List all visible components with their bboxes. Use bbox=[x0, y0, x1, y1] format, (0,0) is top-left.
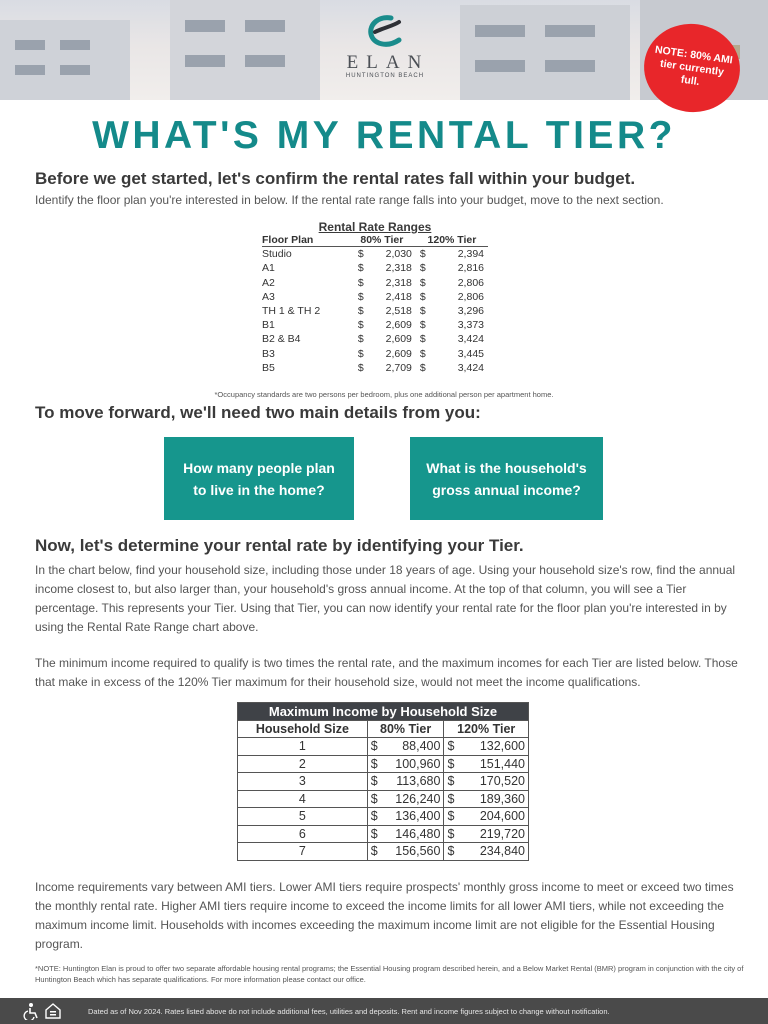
col-household-size: Household Size bbox=[238, 720, 368, 738]
note-badge-text: NOTE: 80% AMI tier currently full. bbox=[654, 43, 734, 88]
currency-symbol: $ bbox=[370, 844, 378, 859]
intro-text: Identify the floor plan you're interested in below. If the rental rate range falls into your budget, move to the next section. bbox=[35, 193, 664, 207]
floor-plan-name: B5 bbox=[262, 361, 275, 374]
currency-symbol: $ bbox=[419, 305, 426, 318]
currency-symbol: $ bbox=[419, 262, 426, 275]
currency-symbol: $ bbox=[370, 826, 378, 841]
income-80-tier: 136,400 bbox=[395, 809, 441, 824]
currency-symbol: $ bbox=[419, 290, 426, 303]
floor-plan-name: Studio bbox=[262, 248, 292, 261]
rate-80-tier: 2,030 bbox=[385, 248, 412, 261]
income-requirements: Income requirements vary between AMI tiers. Lower AMI tiers require prospects' monthly gross income to meet or exceed two times the monthly rental rate. Higher AMI tiers require income to exceed the income limits for all lower AMI tiers, while not exceeding the maximum income limit. Households with incomes exceeding the maximum income limit are not eligible for the Essential Housing program. bbox=[35, 880, 734, 951]
footer-disclaimer: Dated as of Nov 2024. Rates listed above do not include additional fees, utilities and deposits. Rent and income figures subject to change without notification. bbox=[88, 1007, 610, 1016]
household-size-value: 1 bbox=[238, 738, 368, 756]
income-120-tier: 151,440 bbox=[479, 756, 525, 771]
rental-rate-row bbox=[262, 290, 488, 304]
rate-120-tier: 2,806 bbox=[457, 290, 484, 303]
rate-80-tier: 2,418 bbox=[385, 290, 412, 303]
rate-120-tier: 3,296 bbox=[457, 305, 484, 318]
max-income-row bbox=[238, 825, 529, 843]
max-income-row bbox=[238, 790, 529, 808]
currency-symbol: $ bbox=[357, 276, 364, 289]
currency-symbol: $ bbox=[419, 347, 426, 360]
max-income-row bbox=[238, 843, 529, 861]
rental-rate-row bbox=[262, 318, 488, 332]
details-heading: To move forward, we'll need two main details from you: bbox=[35, 403, 481, 422]
accessibility-icon bbox=[22, 1002, 40, 1020]
floor-plan-name: B1 bbox=[262, 319, 275, 332]
rental-rate-row bbox=[262, 332, 488, 346]
income-120-tier: 132,600 bbox=[479, 739, 525, 754]
income-80-tier: 88,400 bbox=[402, 739, 441, 754]
income-120-tier: 219,720 bbox=[479, 826, 525, 841]
elan-logo bbox=[330, 14, 440, 79]
currency-symbol: $ bbox=[370, 756, 378, 771]
rate-80-tier: 2,609 bbox=[385, 347, 412, 360]
income-80-tier-cell bbox=[367, 843, 444, 861]
col-80-tier-income: 80% Tier bbox=[367, 720, 444, 738]
income-box bbox=[410, 437, 603, 520]
elan-logo-mark-icon bbox=[361, 14, 409, 50]
income-120-tier-cell bbox=[444, 825, 529, 843]
rate-80-tier: 2,318 bbox=[385, 262, 412, 275]
rental-rate-row bbox=[262, 347, 488, 361]
tier-instructions: In the chart below, find your household size, including those under 18 years of age. Using your household size's row, find the annual income closest to, but also larger than, your household's gross annual income. At the top of that column, you will see a Tier percentage. This represents your Tier. Using that Tier, you can now identify your rental rate for the floor plan you're interested in by using the Rental Rate Range chart above. bbox=[35, 563, 736, 634]
currency-symbol: $ bbox=[447, 774, 455, 789]
currency-symbol: $ bbox=[419, 248, 426, 261]
max-income-row bbox=[238, 808, 529, 826]
income-120-tier: 170,520 bbox=[479, 774, 525, 789]
currency-symbol: $ bbox=[419, 319, 426, 332]
brand-location: HUNTINGTON BEACH bbox=[345, 73, 425, 79]
floor-plan-name: B3 bbox=[262, 347, 275, 360]
currency-symbol: $ bbox=[357, 290, 364, 303]
rate-80-tier: 2,609 bbox=[385, 333, 412, 346]
currency-symbol: $ bbox=[447, 756, 455, 771]
currency-symbol: $ bbox=[447, 844, 455, 859]
income-80-tier: 146,480 bbox=[395, 826, 441, 841]
household-size-value: 6 bbox=[238, 825, 368, 843]
equal-housing-icon bbox=[44, 1002, 62, 1020]
rate-80-tier: 2,609 bbox=[385, 319, 412, 332]
rate-120-tier: 3,424 bbox=[457, 361, 484, 374]
income-120-tier-cell bbox=[444, 773, 529, 791]
household-size-question: How many people plan to live in the home? bbox=[183, 459, 335, 498]
currency-symbol: $ bbox=[357, 248, 364, 261]
floor-plan-name: A2 bbox=[262, 276, 275, 289]
rate-120-tier: 2,394 bbox=[457, 248, 484, 261]
rate-120-tier: 3,424 bbox=[457, 333, 484, 346]
occupancy-note: *Occupancy standards are two persons per bedroom, plus one additional person per apartment home. bbox=[214, 390, 554, 399]
rate-120-tier: 2,816 bbox=[457, 262, 484, 275]
currency-symbol: $ bbox=[370, 791, 378, 806]
income-80-tier-cell bbox=[367, 773, 444, 791]
floor-plan-name: B2 & B4 bbox=[262, 333, 301, 346]
rate-80-tier: 2,709 bbox=[385, 361, 412, 374]
income-120-tier-cell bbox=[444, 790, 529, 808]
max-income-row bbox=[238, 738, 529, 756]
footer bbox=[0, 998, 768, 1024]
currency-symbol: $ bbox=[447, 739, 455, 754]
currency-symbol: $ bbox=[419, 276, 426, 289]
floor-plan-name: TH 1 & TH 2 bbox=[262, 305, 321, 318]
currency-symbol: $ bbox=[447, 809, 455, 824]
rate-120-tier: 2,806 bbox=[457, 276, 484, 289]
rental-rate-title: Rental Rate Ranges bbox=[318, 220, 432, 235]
income-80-tier: 100,960 bbox=[395, 756, 441, 771]
rental-rate-row bbox=[262, 361, 488, 375]
household-size-value: 2 bbox=[238, 755, 368, 773]
income-120-tier-cell bbox=[444, 755, 529, 773]
rate-120-tier: 3,445 bbox=[457, 347, 484, 360]
currency-symbol: $ bbox=[357, 347, 364, 360]
rental-rate-table bbox=[262, 220, 488, 375]
income-120-tier-cell bbox=[444, 843, 529, 861]
page-title: WHAT'S MY RENTAL TIER? bbox=[92, 114, 676, 157]
currency-symbol: $ bbox=[447, 826, 455, 841]
tier-income-rules: The minimum income required to qualify is two times the rental rate, and the maximum incomes for each Tier are listed below. Those that make in excess of the 120% Tier maximum for their household size, would not meet the income qualifications. bbox=[35, 656, 738, 689]
rate-80-tier: 2,318 bbox=[385, 276, 412, 289]
rental-rate-row bbox=[262, 276, 488, 290]
floor-plan-name: A1 bbox=[262, 262, 275, 275]
max-income-row bbox=[238, 773, 529, 791]
rental-rate-row bbox=[262, 247, 488, 262]
income-80-tier-cell bbox=[367, 755, 444, 773]
col-120-tier-income: 120% Tier bbox=[444, 720, 529, 738]
brand-name: ELAN bbox=[346, 52, 430, 73]
currency-symbol: $ bbox=[370, 809, 378, 824]
currency-symbol: $ bbox=[370, 774, 378, 789]
col-floor-plan: Floor Plan bbox=[262, 234, 348, 247]
max-income-row bbox=[238, 755, 529, 773]
floor-plan-name: A3 bbox=[262, 290, 275, 303]
rental-rate-row bbox=[262, 261, 488, 275]
currency-symbol: $ bbox=[447, 791, 455, 806]
income-question: What is the household's gross annual income? bbox=[426, 459, 587, 498]
intro-heading: Before we get started, let's confirm the rental rates fall within your budget. bbox=[35, 169, 636, 188]
household-size-value: 5 bbox=[238, 808, 368, 826]
income-80-tier-cell bbox=[367, 790, 444, 808]
currency-symbol: $ bbox=[357, 262, 364, 275]
col-120-tier: 120% Tier bbox=[416, 234, 488, 247]
currency-symbol: $ bbox=[357, 361, 364, 374]
household-size-value: 3 bbox=[238, 773, 368, 791]
tier-heading: Now, let's determine your rental rate by identifying your Tier. bbox=[35, 536, 524, 555]
income-120-tier: 204,600 bbox=[479, 809, 525, 824]
income-80-tier: 113,680 bbox=[396, 774, 441, 789]
max-income-title: Maximum Income by Household Size bbox=[238, 703, 529, 721]
household-size-box bbox=[164, 437, 354, 520]
rate-80-tier: 2,518 bbox=[385, 305, 412, 318]
income-80-tier: 156,560 bbox=[395, 844, 441, 859]
income-80-tier-cell bbox=[367, 808, 444, 826]
income-120-tier: 189,360 bbox=[479, 791, 525, 806]
col-80-tier: 80% Tier bbox=[348, 234, 416, 247]
income-120-tier: 234,840 bbox=[479, 844, 525, 859]
currency-symbol: $ bbox=[419, 361, 426, 374]
fine-print: *NOTE: Huntington Elan is proud to offer two separate affordable housing rental programs; the Essential Housing program described herein, and a Below Market Rental (BMR) program in conjunction with the city of Huntington Beach which has separate qualifications. For more information please contact our office. bbox=[35, 964, 744, 984]
currency-symbol: $ bbox=[419, 333, 426, 346]
max-income-table bbox=[237, 702, 529, 861]
household-size-value: 7 bbox=[238, 843, 368, 861]
household-size-value: 4 bbox=[238, 790, 368, 808]
income-80-tier-cell bbox=[367, 825, 444, 843]
income-120-tier-cell bbox=[444, 808, 529, 826]
currency-symbol: $ bbox=[357, 305, 364, 318]
income-80-tier: 126,240 bbox=[395, 791, 441, 806]
currency-symbol: $ bbox=[370, 739, 378, 754]
rate-120-tier: 3,373 bbox=[457, 319, 484, 332]
rental-rate-row bbox=[262, 304, 488, 318]
income-80-tier-cell bbox=[367, 738, 444, 756]
currency-symbol: $ bbox=[357, 319, 364, 332]
income-120-tier-cell bbox=[444, 738, 529, 756]
currency-symbol: $ bbox=[357, 333, 364, 346]
